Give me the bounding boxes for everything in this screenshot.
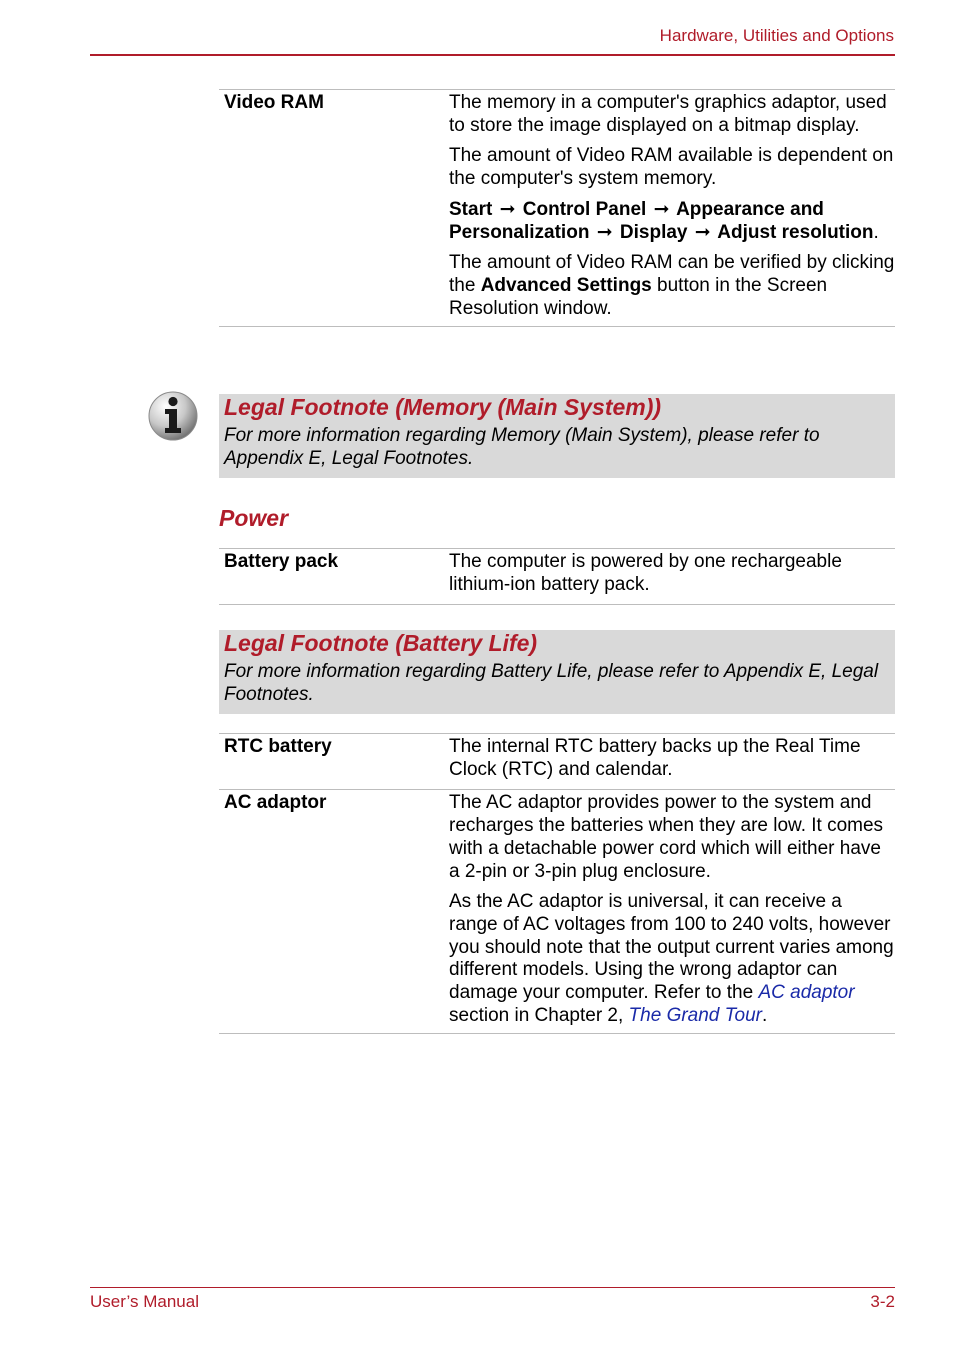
term-ac-adaptor: AC adaptor	[224, 792, 327, 814]
video-ram-section	[219, 89, 895, 327]
definition-video-ram	[444, 90, 895, 327]
ac-para-2	[449, 891, 895, 1027]
definition-rtc-battery: The internal RTC battery backs up the Real Time Clock (RTC) and calendar.	[449, 736, 861, 780]
ac-para-2-mid: section in Chapter 2,	[449, 1004, 624, 1026]
legal-footnote-battery	[219, 630, 895, 714]
link-the-grand-tour[interactable]: The Grand Tour	[628, 1004, 762, 1026]
rtc-ac-section	[219, 733, 895, 1034]
table-row	[219, 90, 895, 327]
footer-rule	[90, 1287, 895, 1288]
para-4-text-end: button in the Screen Resolution window.	[449, 274, 828, 319]
ac-para-2-text: As the AC adaptor is universal, it can receive a range of AC voltages from 100 to 240 volts, however you should note that the output current varies among different models. Using the wrong adaptor can damage your computer. Refer to the	[449, 891, 894, 1004]
ac-para-1: The AC adaptor provides power to the system and recharges the batteries when they are low. It comes with a detachable power cord which will either have a 2-pin or 3-pin plug enclosure.	[449, 792, 884, 882]
note-body: For more information regarding Battery Life, please refer to Appendix E, Legal Footnotes.	[224, 661, 879, 705]
table-row	[219, 549, 895, 605]
video-ram-table	[219, 89, 895, 327]
video-ram-para-4	[449, 252, 895, 320]
battery-table	[219, 548, 895, 605]
term-video-ram: Video RAM	[224, 92, 324, 113]
table-row	[219, 734, 895, 790]
path-start: Start	[449, 198, 493, 220]
info-icon	[148, 391, 198, 441]
note-body: For more information regarding Memory (Main System), please refer to Appendix E, Legal Footnotes.	[224, 425, 820, 469]
video-ram-menu-path	[449, 199, 895, 244]
path-display: Display	[619, 221, 688, 243]
section-heading-power: Power	[219, 505, 289, 531]
definition-battery-pack: The computer is powered by one rechargeable lithium-ion battery pack.	[449, 551, 842, 595]
path-adjust: Adjust resolution	[717, 221, 874, 243]
advanced-settings-label: Advanced Settings	[480, 274, 652, 296]
para-4-text: The amount of Video RAM can be verified by clicking the	[449, 252, 895, 296]
path-control-panel: Control Panel	[522, 198, 647, 220]
video-ram-para-2: The amount of Video RAM available is dependent on the computer's system memory.	[449, 145, 894, 190]
arrow-icon: ➞	[499, 198, 516, 220]
definition-ac-adaptor	[444, 790, 895, 1034]
page-number: 3-2	[870, 1292, 895, 1311]
arrow-icon: ➞	[694, 221, 711, 243]
note-title: Legal Footnote (Battery Life)	[224, 630, 538, 656]
footer-manual-title: User’s Manual	[90, 1292, 199, 1311]
legal-footnote-memory	[219, 394, 895, 478]
arrow-icon: ➞	[596, 221, 613, 243]
video-ram-para-1: The memory in a computer's graphics adaptor, used to store the image displayed on a bitmap display.	[449, 92, 887, 136]
path-period: .	[873, 221, 879, 243]
header-rule	[90, 54, 895, 56]
rtc-ac-table	[219, 733, 895, 1034]
term-rtc-battery: RTC battery	[224, 736, 332, 757]
running-header: Hardware, Utilities and Options	[659, 26, 894, 45]
arrow-icon: ➞	[653, 198, 670, 220]
power-section	[219, 548, 895, 605]
note-title: Legal Footnote (Memory (Main System))	[224, 394, 662, 420]
ac-para-2-end: .	[761, 1004, 768, 1026]
path-appearance: Appearance and Personalization	[449, 198, 824, 243]
link-ac-adaptor[interactable]: AC adaptor	[758, 982, 855, 1004]
term-battery-pack: Battery pack	[224, 551, 339, 572]
table-row	[219, 790, 895, 1034]
